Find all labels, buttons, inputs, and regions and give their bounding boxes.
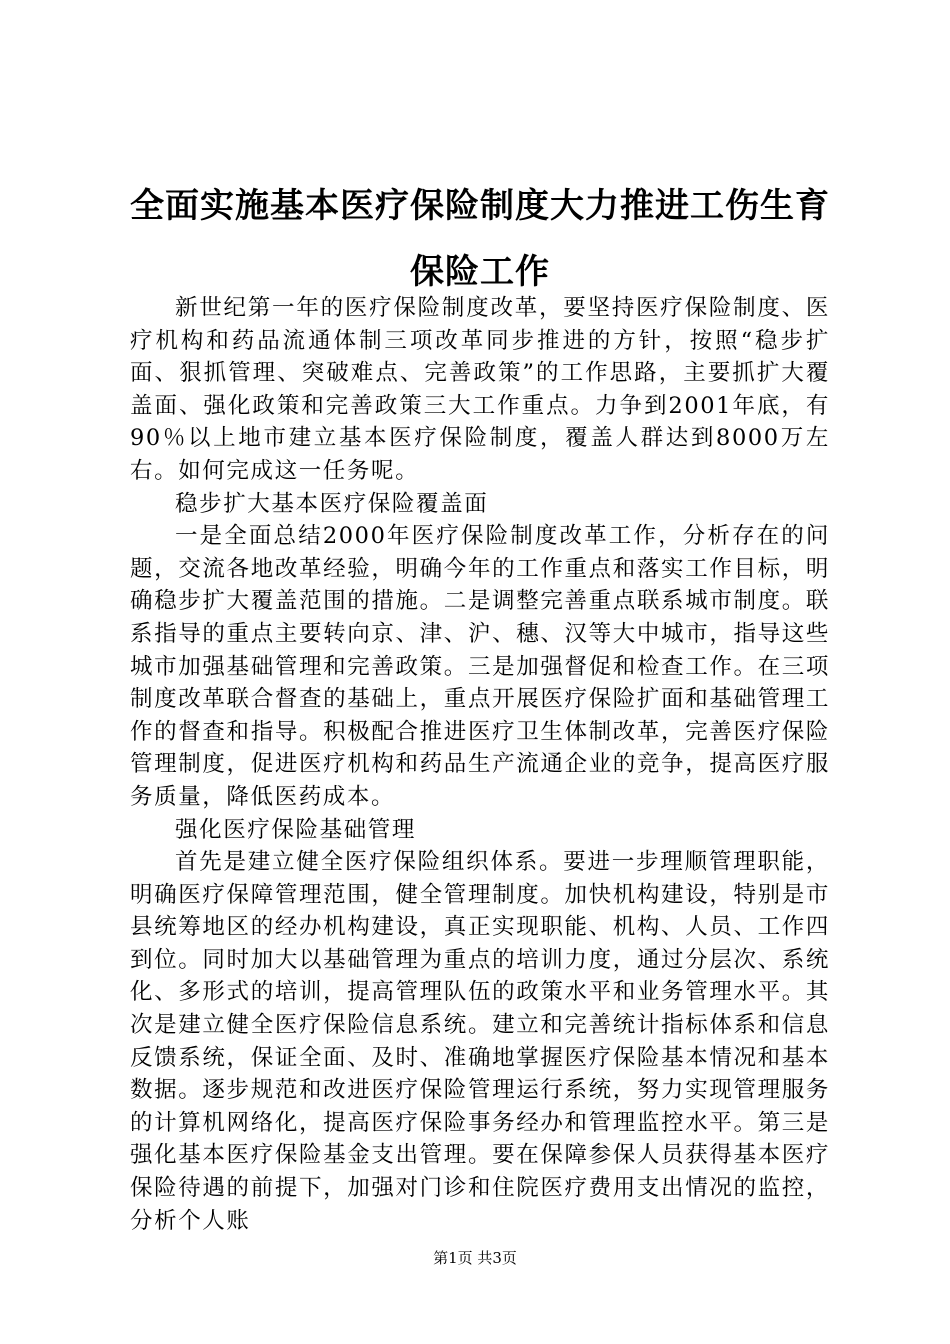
document-title-line-2: 保险工作 [410,252,550,292]
section-heading-expand-coverage: 稳步扩大基本医疗保险覆盖面 [175,490,489,517]
paragraph-expand-coverage: 一是全面总结2000年医疗保险制度改革工作，分析存在的问题，交流各地改革经验，明确今年的工作重点和落实工作目标，明确稳步扩大覆盖范围的措施。二是调整完善重点联系城市制度。联系指导的重点主要转向京、津、沪、穗、汉等大中城市，指导这些城市加强基础管理和完善政策。三是加强督促和检查工作。在三项制度改革联合督查的基础上，重点开展医疗保险扩面和基础管理工作的督查和指导。积极配合推进医疗卫生体制改革，完善医疗保险管理制度，促进医疗机构和药品生产流通企业的竞争，提高医疗服务质量，降低医药成本。 [130,523,830,810]
paragraph-basic-management: 首先是建立健全医疗保险组织体系。要进一步理顺管理职能，明确医疗保障管理范围，健全管理制度。加快机构建设，特别是市县统筹地区的经办机构建设，真正实现职能、机构、人员、工作四到位。同时加大以基础管理为重点的培训力度，通过分层次、系统化、多形式的培训，提高管理队伍的政策水平和业务管理水平。其次是建立健全医疗保险信息系统。建立和完善统计指标体系和信息反馈系统，保证全面、及时、准确地掌握医疗保险基本情况和基本数据。逐步规范和改进医疗保险管理运行系统，努力实现管理服务的计算机网络化，提高医疗保险事务经办和管理监控水平。第三是强化基本医疗保险基金支出管理。要在保障参保人员获得基本医疗保险待遇的前提下，加强对门诊和住院医疗费用支出情况的监控，分析个人账 [130,849,830,1234]
section-heading-basic-management: 强化医疗保险基础管理 [175,816,417,843]
document-body [130,292,830,1237]
document-title-line-1: 全面实施基本医疗保险制度大力推进工伤生育 [130,186,830,226]
page-footer: 第1页 共3页 [433,1249,517,1267]
paragraph-intro: 新世纪第一年的医疗保险制度改革，要坚持医疗保险制度、医疗机构和药品流通体制三项改革同步推进的方针，按照“稳步扩面、狠抓管理、突破难点、完善政策”的工作思路，主要抓扩大覆盖面、强化政策和完善政策三大工作重点。力争到2001年底，有90％以上地市建立基本医疗保险制度，覆盖人群达到8000万左右。如何完成这一任务呢。 [130,295,830,484]
